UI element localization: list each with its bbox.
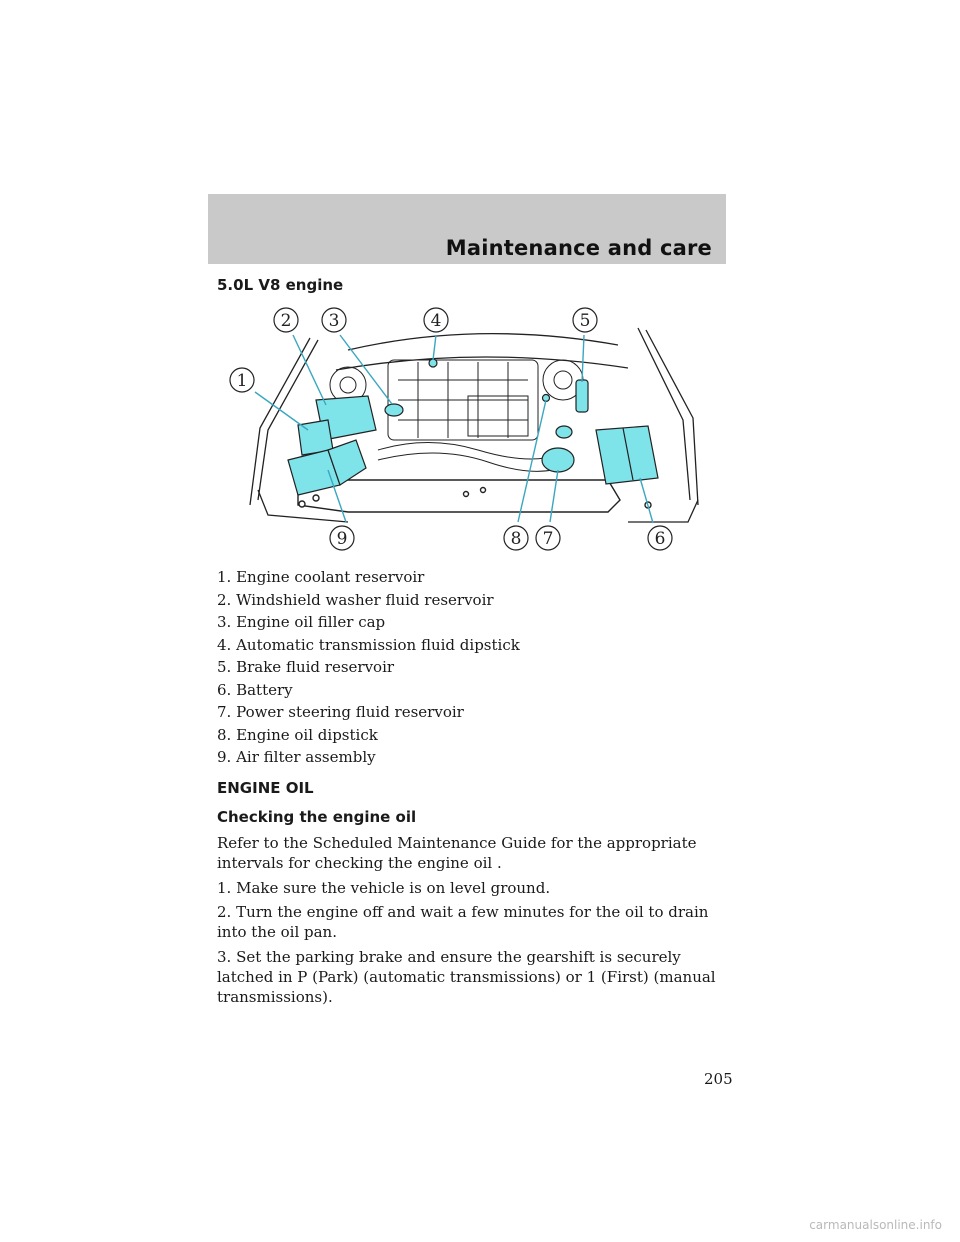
svg-text:7: 7: [542, 529, 554, 549]
component-legend: [217, 566, 520, 769]
section-title: 5.0L V8 engine: [217, 276, 344, 294]
engine-diagram: [228, 300, 708, 560]
callout-3: [322, 308, 346, 332]
engine-oil-heading: ENGINE OIL: [217, 779, 314, 797]
power-steering-shape: [542, 448, 574, 472]
callout-2: [274, 308, 298, 332]
legend-item: 6. Battery: [217, 680, 293, 699]
header-band: [208, 194, 726, 264]
legend-item: 2. Windshield washer fluid reservoir: [217, 590, 494, 609]
page-header-title: Maintenance and care: [445, 236, 712, 260]
intro-paragraph: Refer to the Scheduled Maintenance Guide for the appropriate intervals for checking the engine oil .: [217, 834, 697, 872]
battery-shape: [596, 426, 658, 484]
legend-item: 9. Air filter assembly: [217, 748, 376, 766]
callout-5: [573, 308, 597, 332]
svg-text:5: 5: [579, 311, 591, 331]
page-number: 205: [704, 1070, 733, 1088]
legend-item: 4. Automatic transmission fluid dipstick: [217, 635, 520, 654]
callout-1: [230, 368, 254, 392]
callout-9: [330, 526, 354, 550]
svg-text:2: 2: [280, 311, 292, 331]
trans-dipstick-shape: [429, 359, 437, 367]
callout-6: [648, 526, 672, 550]
step-3: 3. Set the parking brake and ensure the gearshift is securely latched in P (Park) (automatic transmissions) or 1 (First) (manual transmissions).: [217, 948, 716, 1006]
callout-8: [504, 526, 528, 550]
brake-reservoir-shape: [576, 380, 588, 412]
legend-item: 5. Brake fluid reservoir: [217, 658, 395, 676]
legend-item: 7. Power steering fluid reservoir: [217, 703, 464, 721]
svg-text:1: 1: [236, 371, 248, 391]
legend-item: 1. Engine coolant reservoir: [217, 568, 425, 586]
oil-filler-cap-shape: [385, 404, 403, 416]
svg-text:6: 6: [654, 529, 666, 549]
crossmember: [298, 480, 651, 512]
step-1: 1. Make sure the vehicle is on level ground.: [217, 879, 551, 897]
step-2: 2. Turn the engine off and wait a few minutes for the oil to drain into the oil pan.: [217, 903, 709, 941]
svg-text:3: 3: [328, 311, 340, 331]
highlighted-components: [288, 359, 658, 495]
watermark: carmanualsonline.info: [809, 1218, 942, 1232]
legend-item: 3. Engine oil filler cap: [217, 613, 386, 631]
callout-7: [536, 526, 560, 550]
svg-text:9: 9: [336, 529, 348, 549]
legend-item: 8. Engine oil dipstick: [217, 725, 378, 744]
callout-4: [424, 308, 448, 332]
checking-engine-oil-subheading: Checking the engine oil: [217, 808, 417, 826]
svg-text:8: 8: [510, 529, 522, 549]
svg-text:4: 4: [430, 311, 442, 331]
